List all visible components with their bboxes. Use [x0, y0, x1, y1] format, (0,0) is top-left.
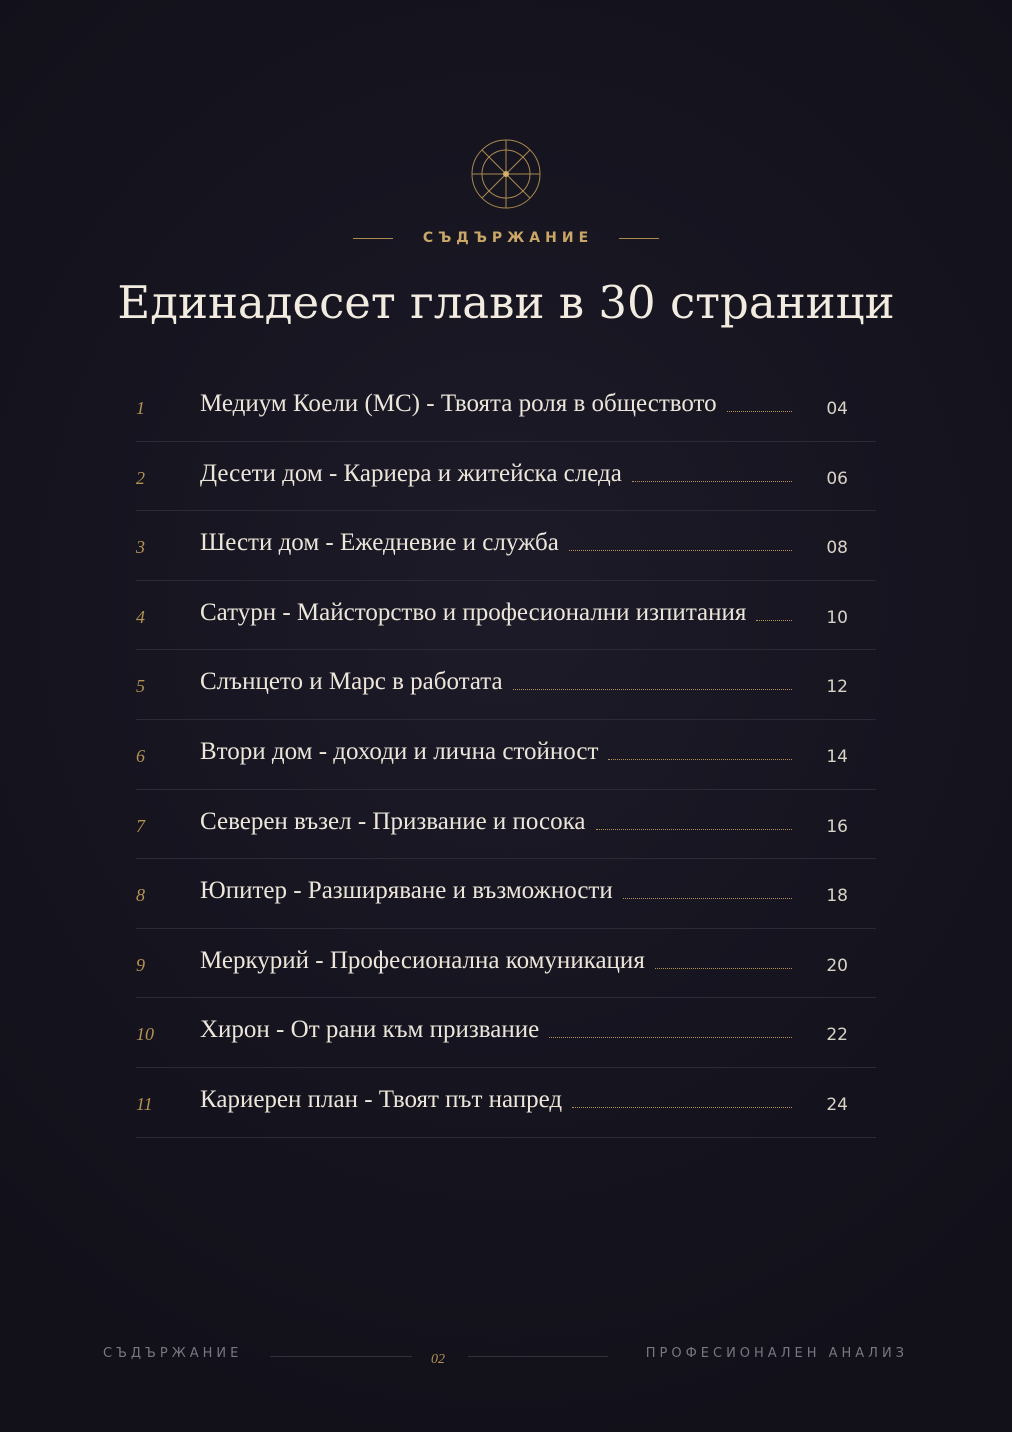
- footer-divider-left: [270, 1356, 412, 1357]
- toc-entry-title: Меркурий - Професионална комуникация: [200, 946, 645, 974]
- toc-entry-page: 04: [826, 399, 848, 419]
- footer-section-label: СЪДЪРЖАНИЕ: [103, 1346, 243, 1361]
- toc-entry-title-wrap: [200, 668, 792, 696]
- toc-entry-leader-dots: [513, 689, 792, 690]
- toc-entry-title-wrap: [200, 1016, 792, 1044]
- toc-entry-title: Кариерен план - Твоят път напред: [200, 1085, 563, 1113]
- toc-entry-page: 22: [826, 1025, 848, 1046]
- toc-entry[interactable]: [136, 581, 876, 651]
- eyebrow-rule-right: [619, 238, 659, 239]
- toc-entry-page: 24: [826, 1094, 848, 1115]
- toc-entry-number: 9: [136, 954, 145, 975]
- toc-entry-leader-dots: [569, 550, 792, 551]
- toc-entry-title: Слънцето и Марс в работата: [200, 668, 503, 696]
- toc-entry-title-wrap: [200, 947, 792, 975]
- toc-entry-title: Сатурн - Майсторство и професионални изпитания: [200, 598, 747, 626]
- toc-entry-page: 16: [826, 816, 848, 837]
- toc-entry-leader-dots: [623, 898, 792, 899]
- toc-entry-number: 11: [136, 1093, 153, 1114]
- toc-entry[interactable]: [136, 720, 876, 790]
- toc-entry-leader-dots: [608, 759, 792, 760]
- toc-entry[interactable]: [136, 372, 876, 442]
- footer-page-number: 02: [431, 1352, 445, 1367]
- page-title: Единадесет глави в 30 страници: [117, 276, 895, 329]
- toc-entry-leader-dots: [727, 411, 792, 412]
- toc-entry-leader-dots: [572, 1107, 792, 1108]
- toc-entry-title: Хирон - От рани към призвание: [200, 1016, 540, 1044]
- toc-entry-leader-dots: [596, 829, 792, 830]
- toc-entry-page: 12: [826, 677, 848, 698]
- toc-entry[interactable]: [136, 998, 876, 1068]
- toc-entry-title: Юпитер - Разширяване и възможности: [200, 877, 613, 905]
- page-footer: [0, 1346, 1012, 1370]
- toc-entry-title: Десети дом - Кариера и житейска следа: [200, 459, 622, 487]
- toc-entry-number: 10: [136, 1024, 154, 1045]
- toc-entry-number: 4: [136, 606, 145, 627]
- toc-entry-number: 5: [136, 676, 145, 697]
- toc-entry-title: Медиум Коели (MC) - Твоята роля в обществото: [200, 390, 717, 417]
- toc-entry-title: Северен възел - Призвание и посока: [200, 807, 586, 835]
- compass-wheel-icon: [470, 138, 542, 210]
- toc-entry-number: 2: [136, 467, 145, 488]
- toc-entry[interactable]: [136, 1068, 876, 1138]
- toc-entry[interactable]: [136, 859, 876, 929]
- toc-entry-page: 06: [826, 468, 848, 489]
- toc-entry-title: Шести дом - Ежедневие и служба: [200, 529, 559, 557]
- table-of-contents: [136, 372, 876, 1138]
- toc-entry-title-wrap: [200, 529, 792, 557]
- toc-entry-number: 7: [136, 815, 145, 836]
- toc-entry[interactable]: [136, 929, 876, 999]
- toc-entry-title-wrap: [200, 390, 792, 418]
- eyebrow-rule-left: [353, 238, 393, 239]
- toc-entry[interactable]: [136, 790, 876, 860]
- toc-entry-title-wrap: [200, 599, 792, 627]
- toc-entry-title-wrap: [200, 460, 792, 488]
- toc-entry-page: 14: [826, 746, 848, 767]
- toc-entry[interactable]: [136, 650, 876, 720]
- toc-entry-leader-dots: [549, 1037, 792, 1038]
- toc-entry[interactable]: [136, 442, 876, 512]
- toc-entry-title: Втори дом - доходи и лична стойност: [200, 737, 599, 765]
- toc-entry[interactable]: [136, 511, 876, 581]
- footer-document-label: ПРОФЕСИОНАЛЕН АНАЛИЗ: [645, 1346, 908, 1361]
- toc-entry-page: 08: [826, 538, 848, 559]
- toc-entry-number: 1: [136, 398, 145, 418]
- toc-entry-number: 3: [136, 537, 145, 558]
- footer-divider-right: [468, 1356, 608, 1357]
- toc-entry-title-wrap: [200, 738, 792, 766]
- toc-entry-page: 18: [826, 886, 848, 907]
- toc-entry-title-wrap: [200, 877, 792, 905]
- section-label: СЪДЪРЖАНИЕ: [422, 230, 594, 246]
- toc-entry-leader-dots: [756, 620, 792, 621]
- toc-entry-leader-dots: [655, 968, 792, 969]
- toc-entry-leader-dots: [632, 481, 792, 482]
- toc-entry-title-wrap: [200, 1086, 792, 1114]
- toc-entry-page: 10: [826, 607, 848, 628]
- toc-entry-number: 6: [136, 745, 145, 766]
- toc-entry-number: 8: [136, 885, 145, 906]
- section-eyebrow: [0, 230, 1012, 246]
- toc-entry-page: 20: [826, 955, 848, 976]
- toc-entry-title-wrap: [200, 808, 792, 836]
